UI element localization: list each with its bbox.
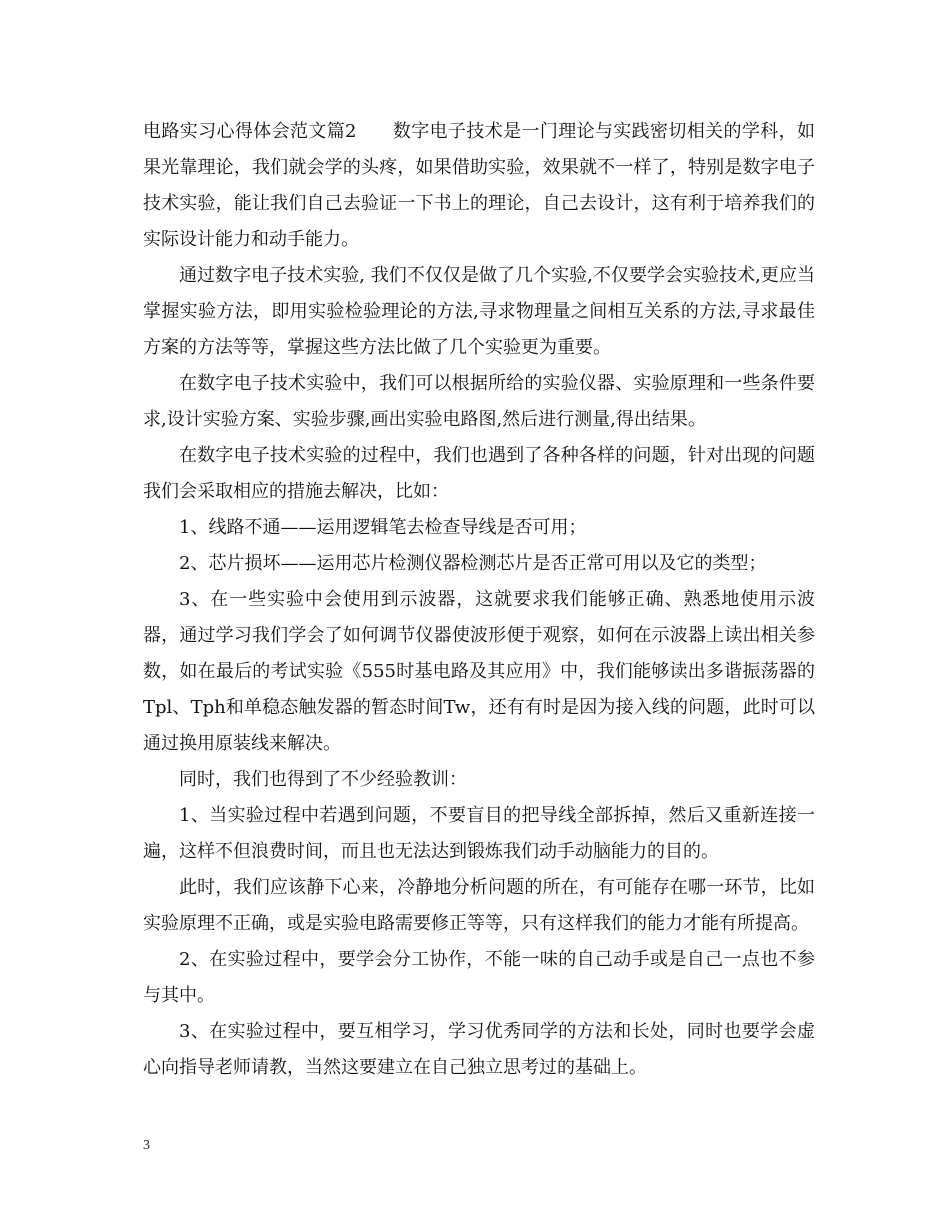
page-number: 3: [143, 1138, 150, 1153]
lesson-item-3: 3、在实验过程中，要互相学习，学习优秀同学的方法和长处，同时也要学会虚心向指导老师请教，当然这要建立在自己独立思考过的基础上。: [143, 1021, 815, 1078]
list-item-3: 3、在一些实验中会使用到示波器，这就要求我们能够正确、熟悉地使用示波器，通过学习我们学会了如何调节仪器使波形便于观察，如何在示波器上读出相关参数，如在最后的考试实验《555时基电路及其应用》中，我们能够读出多谐振荡器的Tpl、Tph和单稳态触发器的暂态时间Tw，还有有时是因为接入线的问题，此时可以通过换用原装线来解决。: [143, 589, 815, 754]
intro-paragraph: [143, 114, 815, 258]
paragraph-lessons-intro: 同时，我们也得到了不少经验教训：: [179, 769, 467, 790]
document-body: [143, 114, 815, 1086]
paragraph-2: 通过数字电子技术实验, 我们不仅仅是做了几个实验,不仅要学会实验技术,更应当掌握实验方法，即用实验检验理论的方法,寻求物理量之间相互关系的方法,寻求最佳方案的方法等等，掌握这些方法比做了几个实验更为重要。: [143, 265, 815, 358]
document-title: 电路实习心得体会范文篇2: [143, 121, 357, 142]
list-item-2: 2、芯片损坏——运用芯片检测仪器检测芯片是否正常可用以及它的类型；: [179, 553, 767, 574]
list-item-1: 1、线路不通——运用逻辑笔去检查导线是否可用；: [179, 517, 587, 538]
paragraph-1: 数字电子技术是一门理论与实践密切相关的学科，如果光靠理论，我们就会学的头疼，如果借助实验，效果就不一样了，特别是数字电子技术实验，能让我们自己去验证一下书上的理论，自己去设计，这有利于培养我们的实际设计能力和动手能力。: [143, 121, 816, 250]
lesson-item-2: 2、在实验过程中，要学会分工协作，不能一味的自己动手或是自己一点也不参与其中。: [143, 949, 815, 1006]
paragraph-3: 在数字电子技术实验中，我们可以根据所给的实验仪器、实验原理和一些条件要求,设计实验方案、实验步骤,画出实验电路图,然后进行测量,得出结果。: [143, 373, 815, 430]
paragraph-reflection: 此时，我们应该静下心来，冷静地分析问题的所在，有可能存在哪一环节，比如实验原理不正确，或是实验电路需要修正等等，只有这样我们的能力才能有所提高。: [143, 877, 815, 934]
paragraph-4: 在数字电子技术实验的过程中，我们也遇到了各种各样的问题，针对出现的问题我们会采取相应的措施去解决，比如：: [143, 445, 815, 502]
lesson-item-1: 1、当实验过程中若遇到问题，不要盲目的把导线全部拆掉，然后又重新连接一遍，这样不但浪费时间，而且也无法达到锻炼我们动手动脑能力的目的。: [143, 805, 815, 862]
